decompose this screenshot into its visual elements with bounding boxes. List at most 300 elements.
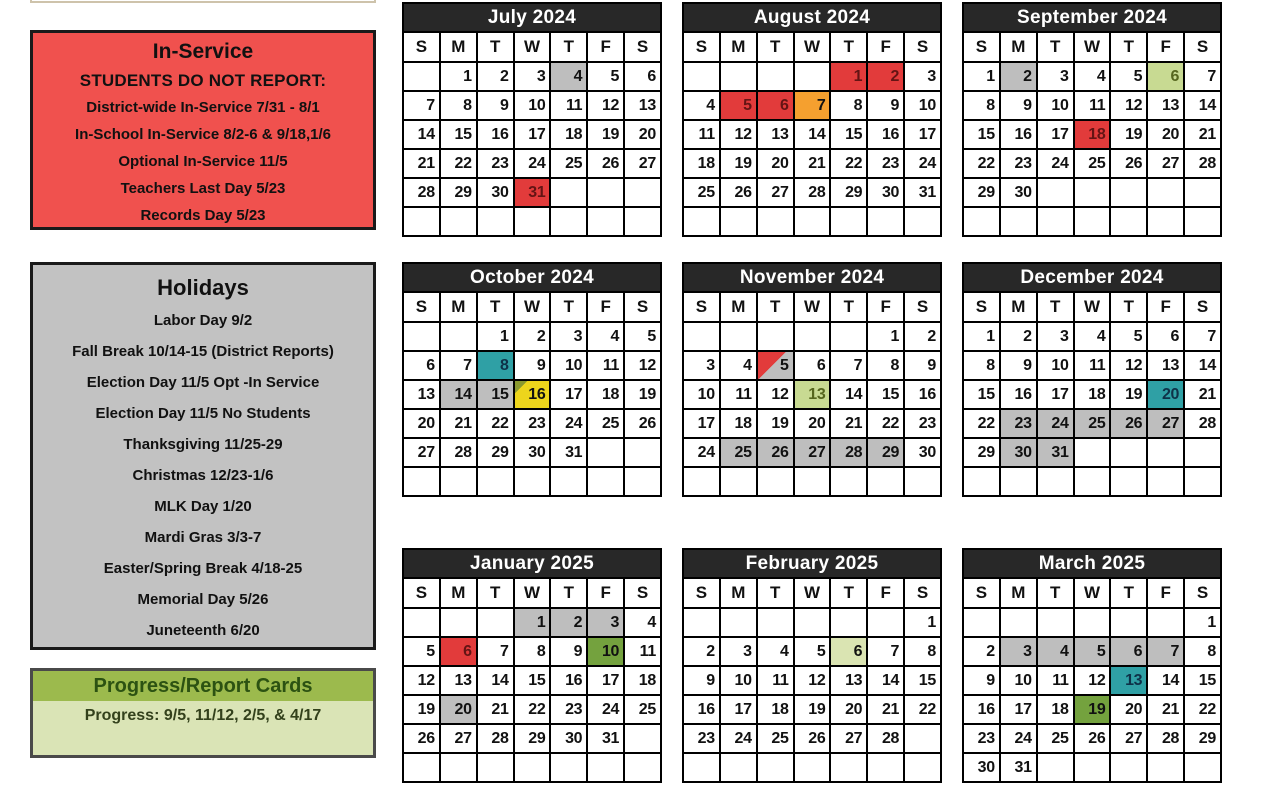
month-september-2024: [962, 2, 1222, 237]
day-cell: 25: [588, 410, 623, 437]
day-of-week-header: S: [625, 33, 660, 61]
day-cell: 22: [441, 150, 476, 177]
day-of-week-header: T: [1111, 33, 1146, 61]
empty-day-cell: [551, 468, 586, 495]
month-grid: [404, 293, 660, 495]
day-cell: 15: [1185, 667, 1220, 694]
day-cell: 26: [721, 179, 756, 206]
day-cell: 19: [625, 381, 660, 408]
day-cell: 12: [795, 667, 830, 694]
day-of-week-header: S: [404, 579, 439, 607]
day-cell: 17: [684, 410, 719, 437]
empty-day-cell: [1111, 468, 1146, 495]
empty-day-cell: [404, 323, 439, 350]
day-of-week-header: M: [1001, 293, 1036, 321]
day-cell: 31: [551, 439, 586, 466]
day-cell: 15: [905, 667, 940, 694]
empty-day-cell: [404, 468, 439, 495]
empty-day-cell: [868, 468, 903, 495]
day-cell: 30: [1001, 439, 1036, 466]
day-cell: 4: [1038, 638, 1073, 665]
day-cell: 22: [1185, 696, 1220, 723]
empty-day-cell: [1111, 609, 1146, 636]
day-of-week-header: S: [684, 579, 719, 607]
day-cell: 11: [1075, 92, 1110, 119]
day-cell: 12: [404, 667, 439, 694]
day-cell: 25: [758, 725, 793, 752]
day-cell: 1: [831, 63, 866, 90]
day-cell: 23: [1001, 150, 1036, 177]
day-cell: 23: [964, 725, 999, 752]
day-cell: 26: [758, 439, 793, 466]
empty-day-cell: [758, 754, 793, 781]
day-cell: 28: [1185, 150, 1220, 177]
empty-day-cell: [478, 754, 513, 781]
day-cell: 23: [1001, 410, 1036, 437]
holidays-box: [30, 262, 376, 650]
day-cell: 3: [515, 63, 550, 90]
day-cell: 24: [905, 150, 940, 177]
day-cell: 11: [758, 667, 793, 694]
empty-day-cell: [588, 179, 623, 206]
day-cell: 13: [1148, 352, 1183, 379]
day-cell: 29: [964, 439, 999, 466]
day-cell: 7: [1148, 638, 1183, 665]
day-cell: 15: [964, 381, 999, 408]
day-cell: 11: [625, 638, 660, 665]
day-cell: 28: [868, 725, 903, 752]
day-cell: 17: [1038, 121, 1073, 148]
empty-day-cell: [831, 208, 866, 235]
day-cell: 2: [1001, 323, 1036, 350]
empty-day-cell: [588, 439, 623, 466]
month-grid: [684, 33, 940, 235]
empty-day-cell: [1148, 208, 1183, 235]
empty-day-cell: [758, 63, 793, 90]
empty-day-cell: [1075, 609, 1110, 636]
progress-title: Progress/Report Cards: [33, 671, 373, 701]
day-cell: 13: [758, 121, 793, 148]
month-header: November 2024: [684, 264, 940, 291]
day-cell: 27: [1111, 725, 1146, 752]
progress-lines: [33, 701, 373, 731]
month-grid: [964, 293, 1220, 495]
day-cell: 10: [551, 352, 586, 379]
empty-day-cell: [588, 208, 623, 235]
day-cell: 26: [404, 725, 439, 752]
day-cell: 19: [721, 150, 756, 177]
empty-day-cell: [1001, 468, 1036, 495]
empty-day-cell: [1148, 609, 1183, 636]
empty-day-cell: [625, 439, 660, 466]
empty-day-cell: [441, 754, 476, 781]
empty-day-cell: [721, 323, 756, 350]
day-cell: 4: [588, 323, 623, 350]
day-of-week-header: S: [1185, 33, 1220, 61]
day-cell: 18: [1038, 696, 1073, 723]
day-cell: 13: [404, 381, 439, 408]
empty-day-cell: [551, 208, 586, 235]
day-cell: 5: [404, 638, 439, 665]
day-of-week-header: M: [721, 293, 756, 321]
day-cell: 21: [478, 696, 513, 723]
month-july-2024: [402, 2, 662, 237]
day-of-week-header: S: [905, 33, 940, 61]
day-of-week-header: M: [721, 33, 756, 61]
day-cell: 7: [1185, 323, 1220, 350]
empty-day-cell: [625, 208, 660, 235]
empty-day-cell: [404, 609, 439, 636]
day-cell: 31: [1038, 439, 1073, 466]
day-cell: 2: [964, 638, 999, 665]
day-cell: 19: [795, 696, 830, 723]
day-cell: 27: [758, 179, 793, 206]
empty-day-cell: [831, 754, 866, 781]
day-cell: 24: [1038, 410, 1073, 437]
day-of-week-header: F: [588, 579, 623, 607]
day-cell: 4: [625, 609, 660, 636]
day-cell: 14: [1185, 92, 1220, 119]
day-cell: 22: [905, 696, 940, 723]
day-cell: 3: [1038, 63, 1073, 90]
day-cell: 29: [831, 179, 866, 206]
day-of-week-header: W: [515, 293, 550, 321]
day-cell: 29: [964, 179, 999, 206]
day-of-week-header: T: [758, 33, 793, 61]
month-grid: [404, 33, 660, 235]
day-cell: 29: [1185, 725, 1220, 752]
day-cell: 1: [515, 609, 550, 636]
day-cell: 23: [551, 696, 586, 723]
day-of-week-header: S: [625, 579, 660, 607]
day-cell: 17: [1038, 381, 1073, 408]
day-of-week-header: W: [1075, 293, 1110, 321]
empty-day-cell: [478, 609, 513, 636]
in-service-line: Teachers Last Day 5/23: [120, 180, 286, 197]
empty-day-cell: [625, 725, 660, 752]
day-cell: 14: [478, 667, 513, 694]
day-of-week-header: T: [1111, 579, 1146, 607]
empty-day-cell: [758, 468, 793, 495]
day-cell: 16: [1001, 121, 1036, 148]
day-cell: 1: [441, 63, 476, 90]
day-cell: 24: [588, 696, 623, 723]
empty-day-cell: [721, 63, 756, 90]
holidays-lines: [33, 305, 373, 646]
day-cell: 12: [588, 92, 623, 119]
day-of-week-header: T: [478, 33, 513, 61]
day-cell: 1: [964, 323, 999, 350]
day-of-week-header: F: [1148, 33, 1183, 61]
day-cell: 9: [551, 638, 586, 665]
day-cell: 10: [1038, 92, 1073, 119]
day-cell: 8: [964, 92, 999, 119]
day-cell: 6: [758, 92, 793, 119]
day-cell: 27: [1148, 150, 1183, 177]
empty-day-cell: [1038, 468, 1073, 495]
day-cell: 6: [441, 638, 476, 665]
day-cell: 8: [905, 638, 940, 665]
empty-day-cell: [1075, 468, 1110, 495]
day-cell: 26: [625, 410, 660, 437]
day-cell: 2: [478, 63, 513, 90]
day-cell: 20: [404, 410, 439, 437]
day-cell: 7: [868, 638, 903, 665]
empty-day-cell: [868, 754, 903, 781]
day-cell: 14: [1148, 667, 1183, 694]
month-november-2024: [682, 262, 942, 497]
day-of-week-header: W: [795, 33, 830, 61]
day-cell: 1: [1185, 609, 1220, 636]
day-cell: 24: [721, 725, 756, 752]
day-cell: 1: [964, 63, 999, 90]
empty-day-cell: [515, 468, 550, 495]
day-cell: 15: [831, 121, 866, 148]
day-cell: 2: [551, 609, 586, 636]
day-cell: 27: [441, 725, 476, 752]
empty-day-cell: [588, 468, 623, 495]
day-cell: 5: [795, 638, 830, 665]
day-cell: 8: [831, 92, 866, 119]
day-cell: 26: [1111, 410, 1146, 437]
day-cell: 21: [441, 410, 476, 437]
day-cell: 3: [1038, 323, 1073, 350]
day-cell: 9: [964, 667, 999, 694]
day-cell: 3: [684, 352, 719, 379]
day-cell: 2: [684, 638, 719, 665]
day-cell: 30: [515, 439, 550, 466]
day-cell: 9: [868, 92, 903, 119]
day-of-week-header: T: [478, 293, 513, 321]
empty-day-cell: [404, 63, 439, 90]
day-cell: 21: [404, 150, 439, 177]
day-cell: 6: [404, 352, 439, 379]
day-cell: 6: [625, 63, 660, 90]
day-cell: 3: [905, 63, 940, 90]
day-cell: 5: [721, 92, 756, 119]
day-cell: 15: [964, 121, 999, 148]
empty-day-cell: [684, 323, 719, 350]
day-cell: 31: [588, 725, 623, 752]
day-cell: 22: [831, 150, 866, 177]
day-cell: 25: [721, 439, 756, 466]
day-cell: 12: [625, 352, 660, 379]
day-cell: 20: [831, 696, 866, 723]
day-cell: 1: [478, 323, 513, 350]
day-cell: 15: [478, 381, 513, 408]
day-cell: 12: [1111, 352, 1146, 379]
day-cell: 12: [1075, 667, 1110, 694]
day-of-week-header: M: [441, 293, 476, 321]
empty-day-cell: [478, 468, 513, 495]
day-cell: 4: [551, 63, 586, 90]
day-cell: 25: [625, 696, 660, 723]
day-of-week-header: F: [588, 33, 623, 61]
day-cell: 16: [905, 381, 940, 408]
day-cell: 30: [478, 179, 513, 206]
day-cell: 11: [551, 92, 586, 119]
empty-day-cell: [1111, 754, 1146, 781]
day-cell: 18: [625, 667, 660, 694]
day-of-week-header: M: [1001, 579, 1036, 607]
day-cell: 28: [441, 439, 476, 466]
day-cell: 29: [868, 439, 903, 466]
day-cell: 14: [1185, 352, 1220, 379]
day-cell: 28: [404, 179, 439, 206]
day-of-week-header: T: [551, 33, 586, 61]
empty-day-cell: [1111, 439, 1146, 466]
empty-day-cell: [1111, 179, 1146, 206]
day-cell: 12: [721, 121, 756, 148]
day-cell: 22: [478, 410, 513, 437]
day-cell: 19: [1111, 381, 1146, 408]
day-cell: 20: [1148, 121, 1183, 148]
day-of-week-header: T: [831, 293, 866, 321]
day-cell: 23: [478, 150, 513, 177]
day-cell: 14: [868, 667, 903, 694]
day-cell: 30: [905, 439, 940, 466]
day-cell: 12: [758, 381, 793, 408]
day-of-week-header: T: [831, 579, 866, 607]
day-cell: 23: [868, 150, 903, 177]
day-cell: 16: [551, 667, 586, 694]
empty-day-cell: [684, 208, 719, 235]
empty-day-cell: [758, 609, 793, 636]
day-cell: 5: [1111, 63, 1146, 90]
day-cell: 19: [588, 121, 623, 148]
day-cell: 9: [905, 352, 940, 379]
day-cell: 3: [588, 609, 623, 636]
day-cell: 11: [1075, 352, 1110, 379]
day-cell: 16: [684, 696, 719, 723]
day-cell: 1: [905, 609, 940, 636]
day-of-week-header: F: [588, 293, 623, 321]
day-of-week-header: F: [868, 579, 903, 607]
day-cell: 19: [404, 696, 439, 723]
empty-day-cell: [905, 468, 940, 495]
empty-day-cell: [1148, 468, 1183, 495]
day-cell: 5: [1075, 638, 1110, 665]
empty-day-cell: [721, 754, 756, 781]
day-cell: 6: [795, 352, 830, 379]
day-cell: 24: [1001, 725, 1036, 752]
day-cell: 25: [1075, 150, 1110, 177]
empty-day-cell: [1148, 179, 1183, 206]
day-of-week-header: S: [964, 33, 999, 61]
day-cell: 18: [551, 121, 586, 148]
empty-day-cell: [1038, 609, 1073, 636]
empty-day-cell: [795, 208, 830, 235]
month-grid: [404, 579, 660, 781]
day-cell: 2: [868, 63, 903, 90]
day-of-week-header: S: [684, 33, 719, 61]
day-cell: 2: [515, 323, 550, 350]
empty-day-cell: [1038, 208, 1073, 235]
day-cell: 13: [795, 381, 830, 408]
day-cell: 11: [684, 121, 719, 148]
in-service-line: In-School In-Service 8/2-6 & 9/18,1/6: [75, 126, 331, 143]
months-grid: [402, 2, 1232, 792]
month-grid: [684, 579, 940, 781]
empty-day-cell: [964, 468, 999, 495]
day-cell: 31: [515, 179, 550, 206]
day-cell: 22: [964, 410, 999, 437]
empty-day-cell: [795, 468, 830, 495]
day-cell: 18: [721, 410, 756, 437]
day-cell: 13: [625, 92, 660, 119]
day-of-week-header: W: [795, 579, 830, 607]
day-cell: 4: [684, 92, 719, 119]
empty-day-cell: [905, 208, 940, 235]
day-cell: 15: [515, 667, 550, 694]
holiday-line: Election Day 11/5 No Students: [95, 405, 311, 422]
empty-day-cell: [795, 63, 830, 90]
empty-day-cell: [1075, 439, 1110, 466]
empty-day-cell: [868, 208, 903, 235]
day-cell: 6: [831, 638, 866, 665]
day-of-week-header: T: [1111, 293, 1146, 321]
day-cell: 24: [551, 410, 586, 437]
day-cell: 26: [1075, 725, 1110, 752]
in-service-title: In-Service: [152, 40, 254, 63]
in-service-line: Records Day 5/23: [140, 207, 266, 224]
day-of-week-header: T: [1038, 579, 1073, 607]
holiday-line: Easter/Spring Break 4/18-25: [103, 560, 303, 577]
day-of-week-header: T: [831, 33, 866, 61]
empty-day-cell: [441, 208, 476, 235]
empty-day-cell: [404, 208, 439, 235]
day-cell: 9: [478, 92, 513, 119]
in-service-subtitle: STUDENTS DO NOT REPORT:: [79, 71, 327, 90]
empty-day-cell: [684, 63, 719, 90]
holiday-line: Mardi Gras 3/3-7: [144, 529, 262, 546]
empty-day-cell: [625, 754, 660, 781]
day-cell: 27: [831, 725, 866, 752]
in-service-line: Optional In-Service 11/5: [118, 153, 288, 170]
day-cell: 30: [1001, 179, 1036, 206]
month-march-2025: [962, 548, 1222, 783]
empty-day-cell: [515, 208, 550, 235]
day-cell: 5: [1111, 323, 1146, 350]
day-cell: 14: [831, 381, 866, 408]
day-of-week-header: S: [964, 579, 999, 607]
day-cell: 24: [515, 150, 550, 177]
empty-day-cell: [478, 208, 513, 235]
month-header: February 2025: [684, 550, 940, 577]
day-cell: 7: [478, 638, 513, 665]
day-cell: 13: [1148, 92, 1183, 119]
day-cell: 24: [1038, 150, 1073, 177]
day-cell: 21: [1185, 121, 1220, 148]
month-october-2024: [402, 262, 662, 497]
empty-day-cell: [515, 754, 550, 781]
holidays-title: Holidays: [157, 275, 249, 300]
day-cell: 10: [684, 381, 719, 408]
day-cell: 14: [441, 381, 476, 408]
empty-day-cell: [1148, 754, 1183, 781]
day-cell: 16: [868, 121, 903, 148]
day-cell: 21: [795, 150, 830, 177]
day-cell: 23: [515, 410, 550, 437]
day-cell: 16: [478, 121, 513, 148]
day-cell: 10: [1038, 352, 1073, 379]
day-of-week-header: T: [758, 579, 793, 607]
day-of-week-header: M: [721, 579, 756, 607]
empty-day-cell: [1111, 208, 1146, 235]
day-cell: 25: [1038, 725, 1073, 752]
day-cell: 9: [515, 352, 550, 379]
day-cell: 7: [831, 352, 866, 379]
